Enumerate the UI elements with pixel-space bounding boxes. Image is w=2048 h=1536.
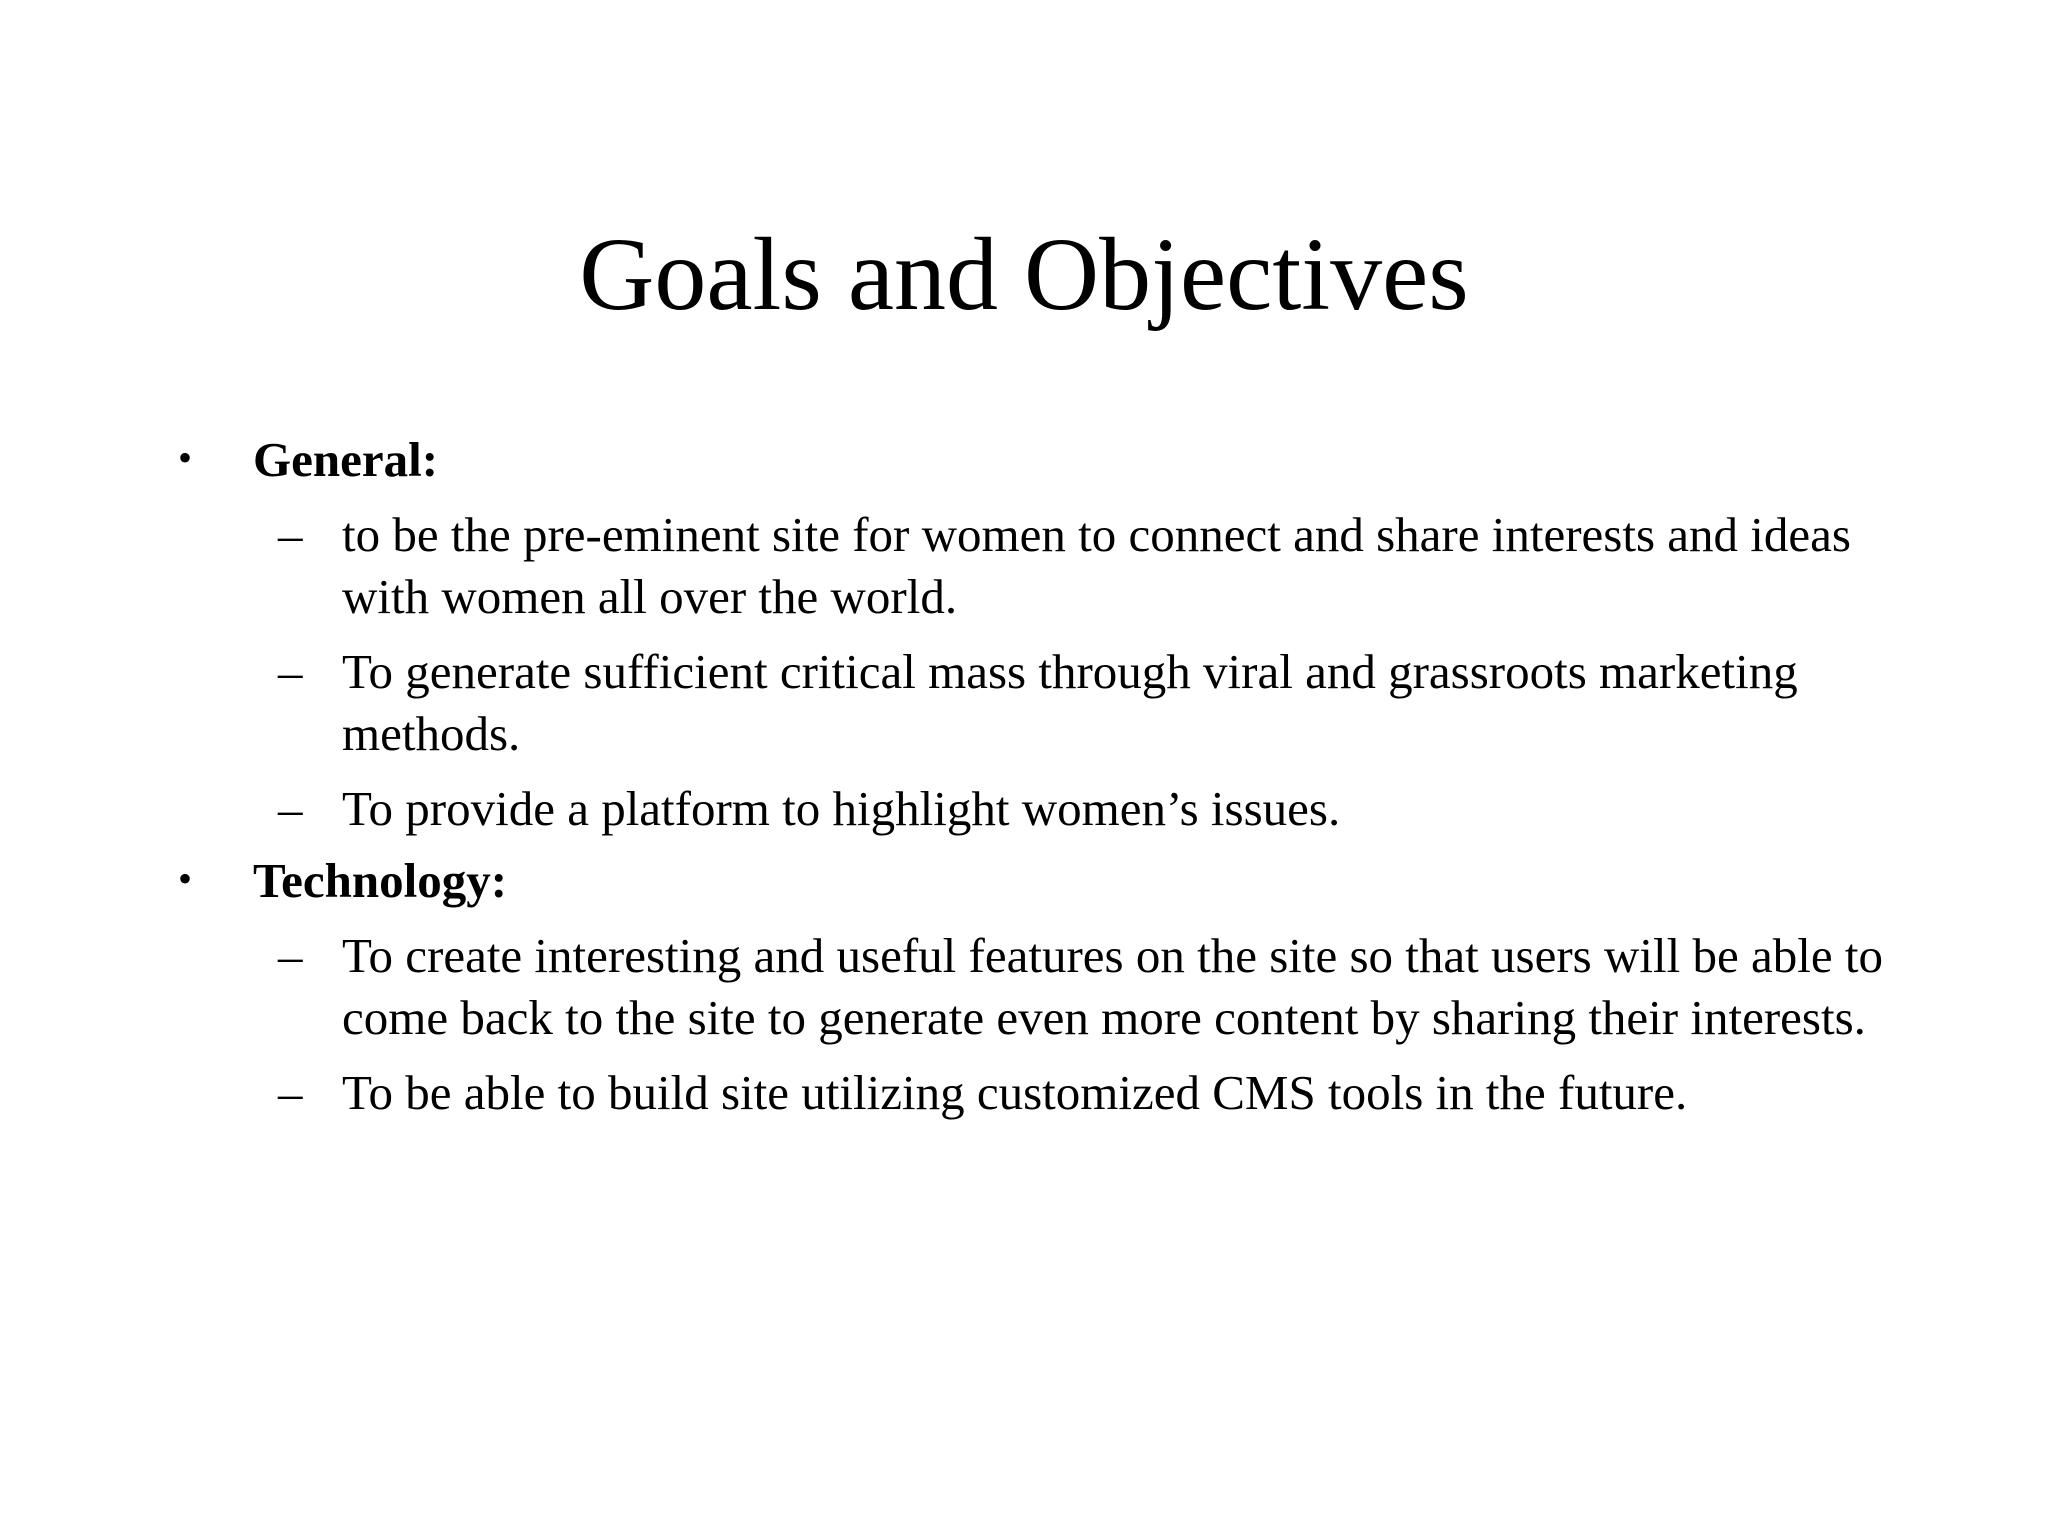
dash-marker: –: [278, 507, 303, 562]
bullet-general: [0, 430, 2048, 490]
dash-marker: –: [278, 928, 303, 983]
sub-item: [0, 504, 1922, 628]
sub-item-text: To provide a platform to highlight women’s issues.: [342, 781, 1341, 836]
bullet-technology: [0, 851, 2048, 911]
section-technology: [0, 851, 2048, 1124]
slide-title: Goals and Objectives: [579, 217, 1469, 332]
bullet-label-technology: Technology:: [253, 853, 508, 908]
dash-marker: –: [278, 644, 303, 699]
bullet-label-general: General:: [253, 432, 439, 487]
sub-item: [0, 778, 1922, 840]
bullet-dot: •: [178, 435, 193, 480]
dash-marker: –: [278, 781, 303, 836]
sub-item: [0, 925, 1922, 1049]
sub-item-text: To be able to build site utilizing customized CMS tools in the future.: [342, 1065, 1688, 1120]
sub-item: [0, 641, 1922, 765]
sub-item-text: To generate sufficient critical mass through viral and grassroots marketing methods.: [342, 644, 1798, 761]
dash-marker: –: [278, 1065, 303, 1120]
sub-item-text: to be the pre-eminent site for women to connect and share interests and ideas with women all over the world.: [342, 507, 1851, 624]
bullet-dot: •: [178, 856, 193, 901]
sub-item-text: To create interesting and useful features on the site so that users will be able to come back to the site to generate even more content by sharing their interests.: [342, 928, 1883, 1045]
section-general: [0, 430, 2048, 840]
sub-item: [0, 1062, 1922, 1124]
sub-list-technology: [0, 925, 2048, 1124]
sub-list-general: [0, 504, 2048, 840]
